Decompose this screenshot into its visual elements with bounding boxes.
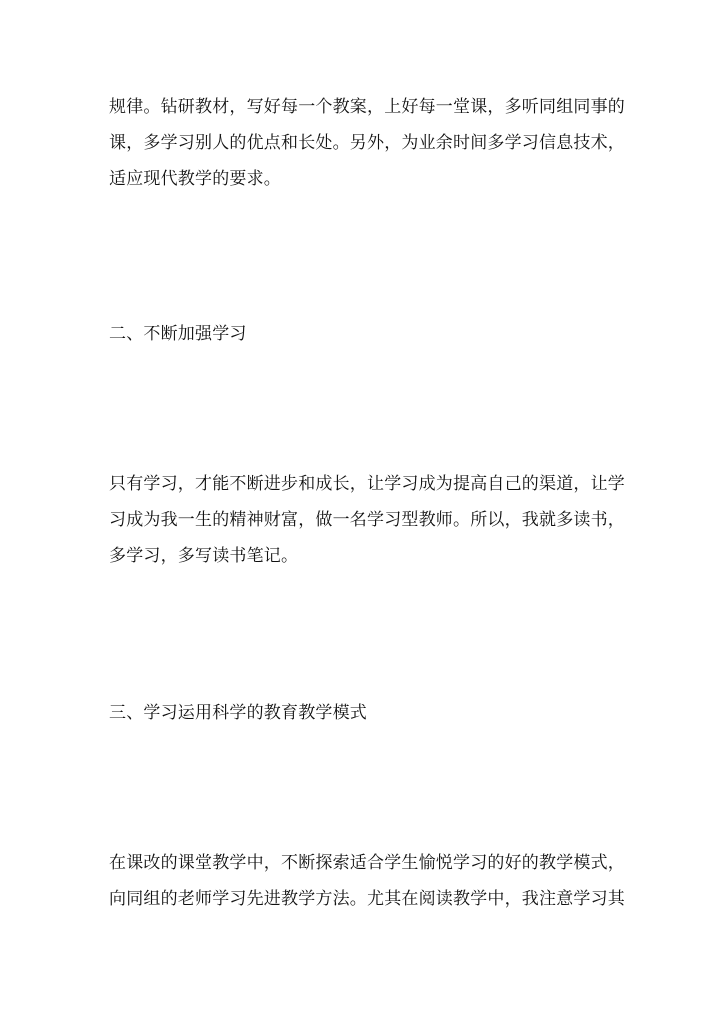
text-line: 只有学习，才能不断进步和成长，让学习成为提高自己的渠道，让学 (109, 474, 625, 494)
text-line: 课，多学习别人的优点和长处。另外，为业余时间多学习信息技术， (109, 133, 625, 153)
text-line: 在课改的课堂教学中，不断探索适合学生愉悦学习的好的教学模式， (109, 853, 625, 873)
paragraph-1 (109, 89, 625, 197)
text-line: 适应现代教学的要求。 (109, 169, 281, 189)
text-line: 习成为我一生的精神财富，做一名学习型教师。所以，我就多读书， (109, 510, 625, 530)
paragraph-3 (109, 845, 625, 917)
section-heading-3 (109, 695, 619, 731)
heading-text: 二、不断加强学习 (109, 324, 247, 344)
section-heading-2 (109, 316, 619, 352)
text-line: 多学习，多写读书笔记。 (109, 546, 299, 566)
heading-text: 三、学习运用科学的教育教学模式 (109, 703, 367, 723)
text-line: 规律。钻研教材，写好每一个教案，上好每一堂课，多听同组同事的 (109, 97, 625, 117)
text-line: 向同组的老师学习先进教学方法。尤其在阅读教学中，我注意学习其 (109, 889, 625, 909)
paragraph-2 (109, 466, 625, 574)
